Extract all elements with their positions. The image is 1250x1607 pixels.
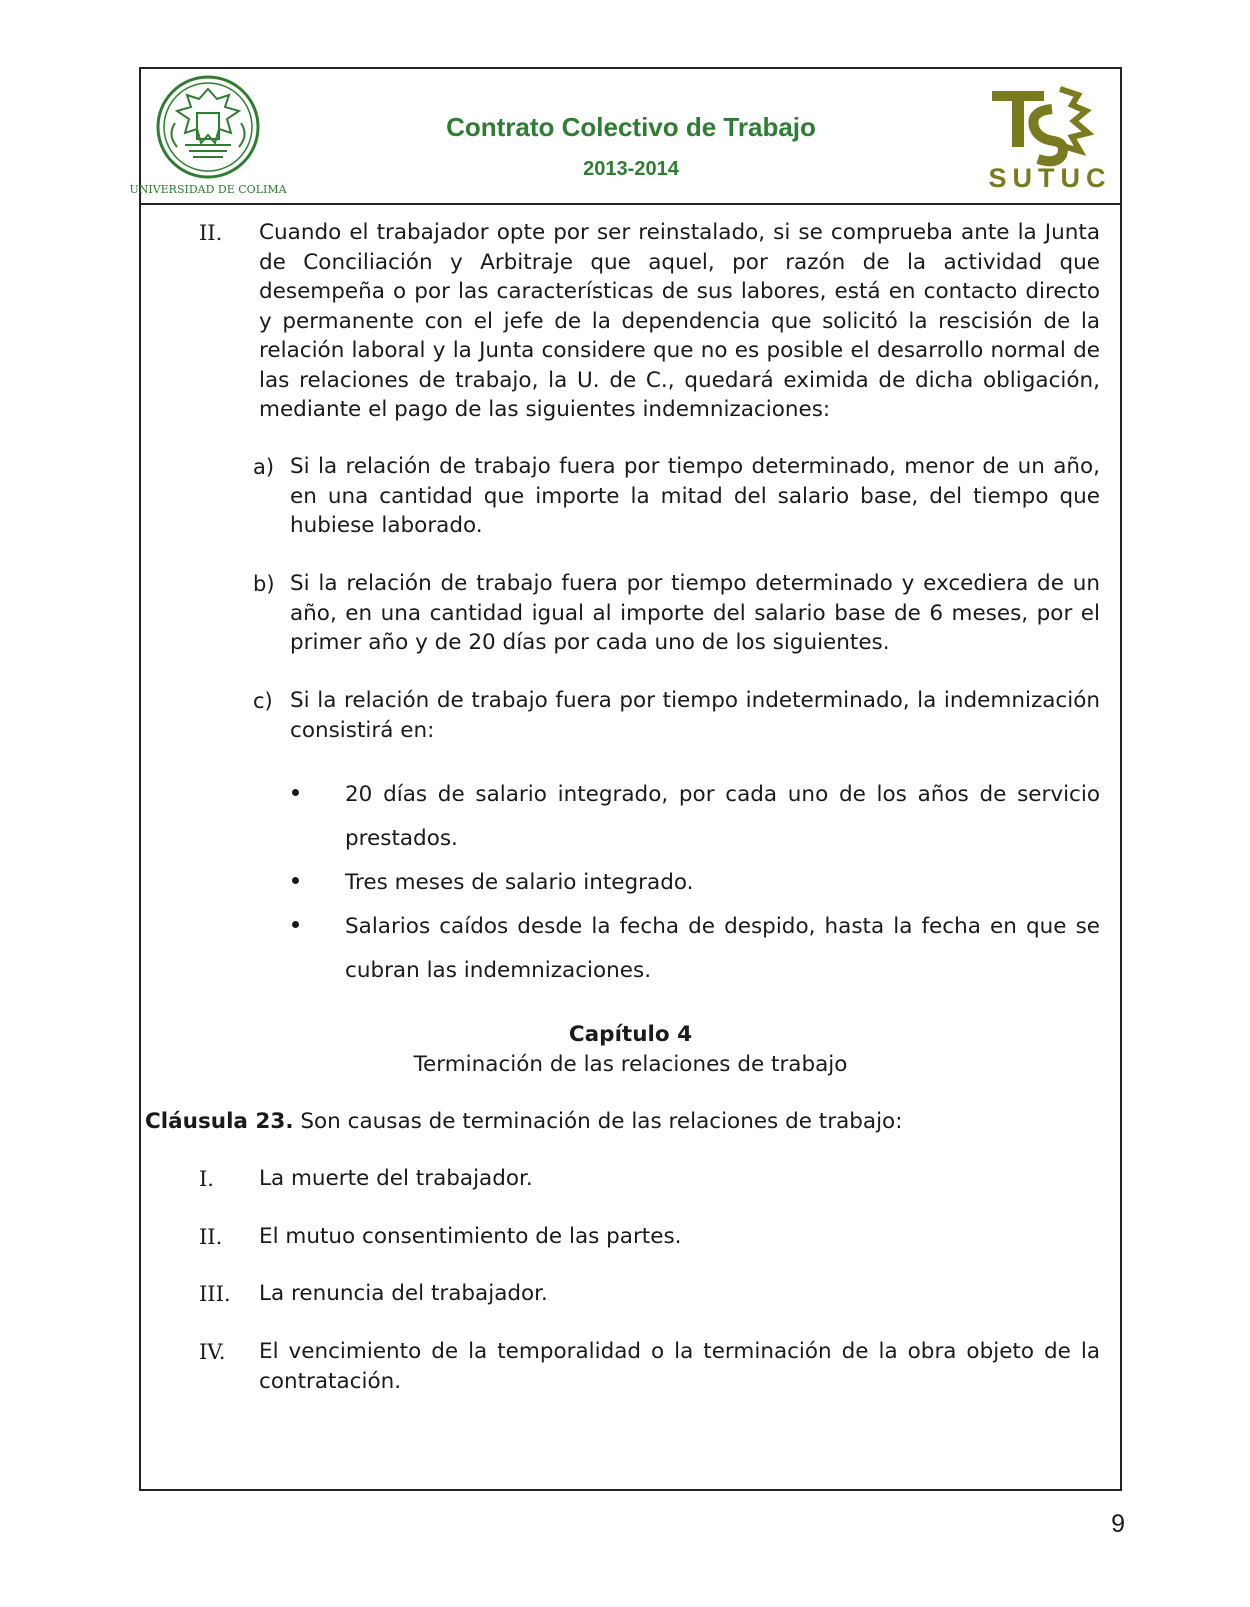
document-header [129, 69, 1120, 205]
item-paragraph: Si la relación de trabajo fuera por tiempo determinado, menor de un año, en una cantidad que importe la mitad del salario base, del tiempo que hubiese laborado. [290, 454, 1100, 538]
document-years: 2013-2014 [583, 158, 679, 180]
university-seal-logo [129, 73, 287, 199]
clause-text: Son causas de terminación de las relaciones de trabajo: [293, 1109, 903, 1134]
chapter-subtitle: Terminación de las relaciones de trabajo [413, 1052, 848, 1077]
bullet-dot [292, 789, 299, 796]
section-numeral: II. [199, 221, 223, 245]
chapter-heading: Capítulo 4 [568, 1022, 693, 1047]
clause-23 [145, 1107, 1105, 1137]
cause-text: La muerte del trabajador. [259, 1166, 533, 1191]
clause-label: Cláusula 23. [145, 1109, 294, 1134]
bullet-item: Tres meses de salario integrado. [345, 870, 694, 895]
item-paragraph: Si la relación de trabajo fuera por tiempo determinado y excediera de un año, en una cantidad igual al importe del salario base de 6 meses, por el primer año y de 20 días por cada uno de los siguientes. [290, 571, 1100, 655]
cause-numeral: III. [199, 1282, 231, 1306]
bullet-item: Salarios caídos desde la fecha de despido, hasta la fecha en que se cubran las indemnizaciones. [345, 914, 1100, 983]
cause-numeral: IV. [199, 1340, 226, 1364]
cause-text: El vencimiento de la temporalidad o la terminación de la obra objeto de la contratación. [259, 1339, 1100, 1394]
svg-text:UNIVERSIDAD DE COLIMA: UNIVERSIDAD DE COLIMA [129, 183, 287, 196]
section-ii-paragraph: Cuando el trabajador opte por ser reinstalado, si se comprueba ante la Junta de Conciliación y Arbitraje que aquel, por razón de la actividad que desempeña o por las características de sus labores, está en contacto directo y permanente con el jefe de la dependencia que solicitó la rescisión de la relación laboral y la Junta considere que no es posible el desarrollo normal de las relaciones de trabajo, la U. de C., quedará eximida de dicha obligación, mediante el pago de las siguientes indemnizaciones: [259, 220, 1100, 422]
bullet-dot [292, 921, 299, 928]
item-paragraph: Si la relación de trabajo fuera por tiempo indeterminado, la indemnización consistirá en: [290, 688, 1100, 743]
sutuc-logo [986, 81, 1111, 193]
svg-text:SUTUC: SUTUC [988, 163, 1112, 193]
item-label: a) [253, 455, 275, 479]
item-label: c) [253, 689, 273, 713]
document-title: Contrato Colectivo de Trabajo [446, 112, 816, 142]
cause-text: La renuncia del trabajador. [259, 1281, 548, 1306]
bullet-item: 20 días de salario integrado, por cada uno de los años de servicio prestados. [345, 782, 1100, 851]
bullet-dot [292, 877, 299, 884]
cause-numeral: I. [199, 1167, 214, 1191]
item-label: b) [253, 572, 275, 596]
cause-numeral: II. [199, 1225, 223, 1249]
page-number: 9 [1111, 1510, 1125, 1538]
cause-text: El mutuo consentimiento de las partes. [259, 1224, 682, 1249]
